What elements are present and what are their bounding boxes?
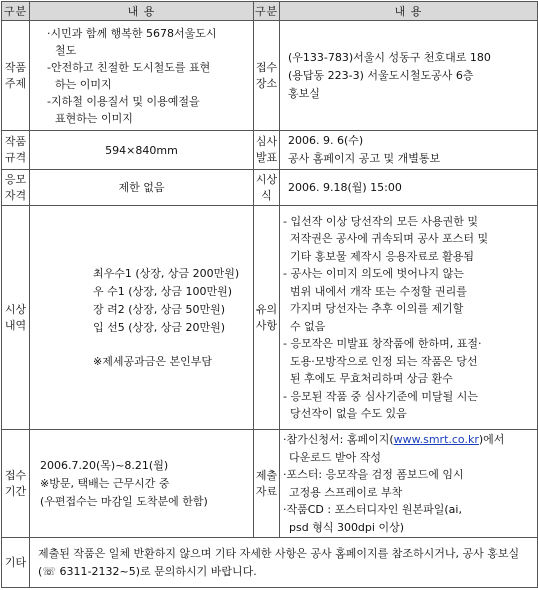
notes-label: 유의 사항: [254, 206, 280, 430]
eligibility-value: 제한 없음: [30, 170, 254, 206]
table-row: [2, 206, 538, 430]
table-row: [2, 170, 538, 206]
header-category-left: 구분: [2, 2, 30, 21]
header-category-right: 구분: [254, 2, 280, 21]
theme-label: 작품 주제: [2, 21, 30, 131]
judging-announce-content: 2006. 9. 6(수) 공사 홈페이지 공고 및 개별통보: [280, 131, 538, 170]
reception-place-content: (우133-783)서울시 성동구 천호대로 180 (용답동 223-3) 서울도시철도공사 6층 홍보실: [280, 21, 538, 131]
awards-label: 시상 내역: [2, 206, 30, 430]
eligibility-label: 응모 자격: [2, 170, 30, 206]
reception-period-content: 2006.7.20(목)~8.21(월) ※방문, 택배는 근무시간 중 (우편접수는 마감일 도착분에 한함): [30, 430, 254, 538]
awards-ceremony-value: 2006. 9.18(월) 15:00: [280, 170, 538, 206]
homepage-link[interactable]: www.smrt.co.kr: [393, 433, 479, 446]
table-row: [2, 131, 538, 170]
submission-label: 제출 자료: [254, 430, 280, 538]
table-row: [2, 21, 538, 131]
size-label: 작품 규격: [2, 131, 30, 170]
awards-ceremony-label: 시상 식: [254, 170, 280, 206]
header-content-right: 내 용: [280, 2, 538, 21]
size-value: 594×840mm: [30, 131, 254, 170]
reception-place-label: 접수 장소: [254, 21, 280, 131]
contest-info-table: [1, 1, 538, 588]
table-row: [2, 430, 538, 538]
awards-content: 최우수1 (상장, 상금 200만원) 우 수1 (상장, 상금 100만원) 장 려2 (상장, 상금 50만원) 입 선5 (상장, 상금 20만원) ※제세공과금은 본인부담: [30, 206, 254, 430]
other-content: 제출된 작품은 일체 반환하지 않으며 기타 자세한 사항은 공사 홈페이지를 참조하시거나, 공사 홍보실(☏ 6311-2132~5)로 문의하시기 바랍니다.: [30, 538, 538, 588]
header-content-left: 내 용: [30, 2, 254, 21]
judging-announce-label: 심사 발표: [254, 131, 280, 170]
other-label: 기타: [2, 538, 30, 588]
theme-content: ·시민과 함께 행복한 5678서울도시 철도 -안전하고 친절한 도시철도를 표현 하는 이미지 -지하철 이용질서 및 이용예절을 표현하는 이미지: [30, 21, 254, 131]
table-row: [2, 538, 538, 588]
reception-period-label: 접수 기간: [2, 430, 30, 538]
table-header-row: [2, 2, 538, 21]
submission-content: ·참가신청서: 홈페이지(www.smrt.co.kr)에서 다운로드 받아 작성 ·포스터: 응모작을 검정 폼보드에 임시 고정용 스프레이로 부착 ·작품CD : 포스터디자인 원본파일(ai, psd 형식 300dpi 이상): [280, 430, 538, 538]
notes-content: - 입선작 이상 당선작의 모든 사용권한 및 저작권은 공사에 귀속되며 공사 포스터 및 기타 홍보물 제작시 응용자료로 활용됨 - 공사는 이미지 의도에 벗어나지 않는 범위 내에서 개작 또는 수정할 권리를 가지며 당선자는 추후 이의를 제기할 수 없음 - 응모작은 미발표 창작품에 한하며, 표절· 도용·모방작으로 인정 되는 작품은 당선 된 후에도 무효처리하며 상금 환수 - 응모된 작품 중 심사기준에 미달될 시는 당선작이 없을 수도 있음: [280, 206, 538, 430]
